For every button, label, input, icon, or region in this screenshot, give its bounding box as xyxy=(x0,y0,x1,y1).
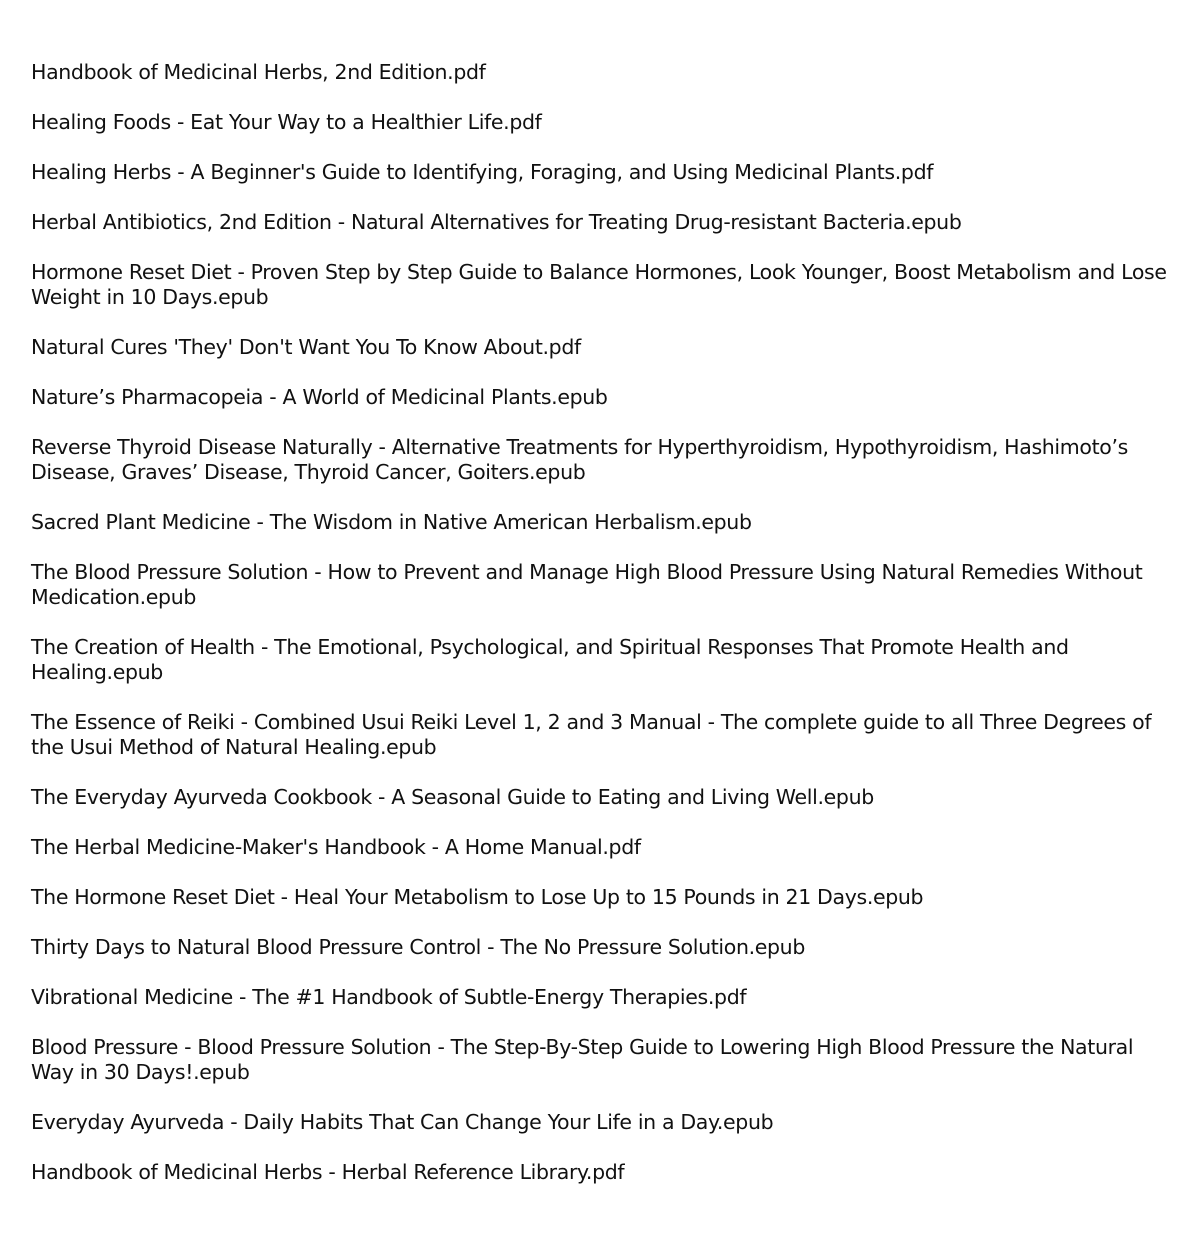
file-name: Herbal Antibiotics, 2nd Edition - Natural Alternatives for Treating Drug-resistant Bacteria.epub xyxy=(31,210,962,234)
file-name: Vibrational Medicine - The #1 Handbook of Subtle-Energy Therapies.pdf xyxy=(31,985,747,1009)
file-name: Blood Pressure - Blood Pressure Solution - The Step-By-Step Guide to Lowering High Blood Pressure the Natural Way in 30 Days!.epub xyxy=(31,1035,1134,1084)
file-name: Healing Foods - Eat Your Way to a Healthier Life.pdf xyxy=(31,110,542,134)
file-name: Handbook of Medicinal Herbs, 2nd Edition.pdf xyxy=(31,60,486,84)
file-name: The Everyday Ayurveda Cookbook - A Seasonal Guide to Eating and Living Well.epub xyxy=(31,785,874,809)
file-name: Healing Herbs - A Beginner's Guide to Identifying, Foraging, and Using Medicinal Plants.pdf xyxy=(31,160,934,184)
file-name: Handbook of Medicinal Herbs - Herbal Reference Library.pdf xyxy=(31,1160,625,1184)
file-name: The Creation of Health - The Emotional, Psychological, and Spiritual Responses That Promote Health and Healing.epub xyxy=(31,635,1069,684)
file-list xyxy=(31,60,1171,1210)
file-name: The Hormone Reset Diet - Heal Your Metabolism to Lose Up to 15 Pounds in 21 Days.epub xyxy=(31,885,924,909)
file-name: Reverse Thyroid Disease Naturally - Alternative Treatments for Hyperthyroidism, Hypothyroidism, Hashimoto’s Disease, Graves’ Disease, Thyroid Cancer, Goiters.epub xyxy=(31,435,1128,484)
file-name: Hormone Reset Diet - Proven Step by Step Guide to Balance Hormones, Look Younger, Boost Metabolism and Lose Weight in 10 Days.epub xyxy=(31,260,1167,309)
file-name: Thirty Days to Natural Blood Pressure Control - The No Pressure Solution.epub xyxy=(31,935,805,959)
file-name: Nature’s Pharmacopeia - A World of Medicinal Plants.epub xyxy=(31,385,608,409)
file-name: Everyday Ayurveda - Daily Habits That Can Change Your Life in a Day.epub xyxy=(31,1110,774,1134)
file-name: The Blood Pressure Solution - How to Prevent and Manage High Blood Pressure Using Natural Remedies Without Medication.epub xyxy=(31,560,1143,609)
file-name: Sacred Plant Medicine - The Wisdom in Native American Herbalism.epub xyxy=(31,510,752,534)
file-name: The Herbal Medicine-Maker's Handbook - A Home Manual.pdf xyxy=(31,835,641,859)
file-name: Natural Cures 'They' Don't Want You To Know About.pdf xyxy=(31,335,581,359)
file-name: The Essence of Reiki - Combined Usui Reiki Level 1, 2 and 3 Manual - The complete guide to all Three Degrees of the Usui Method of Natural Healing.epub xyxy=(31,710,1152,759)
